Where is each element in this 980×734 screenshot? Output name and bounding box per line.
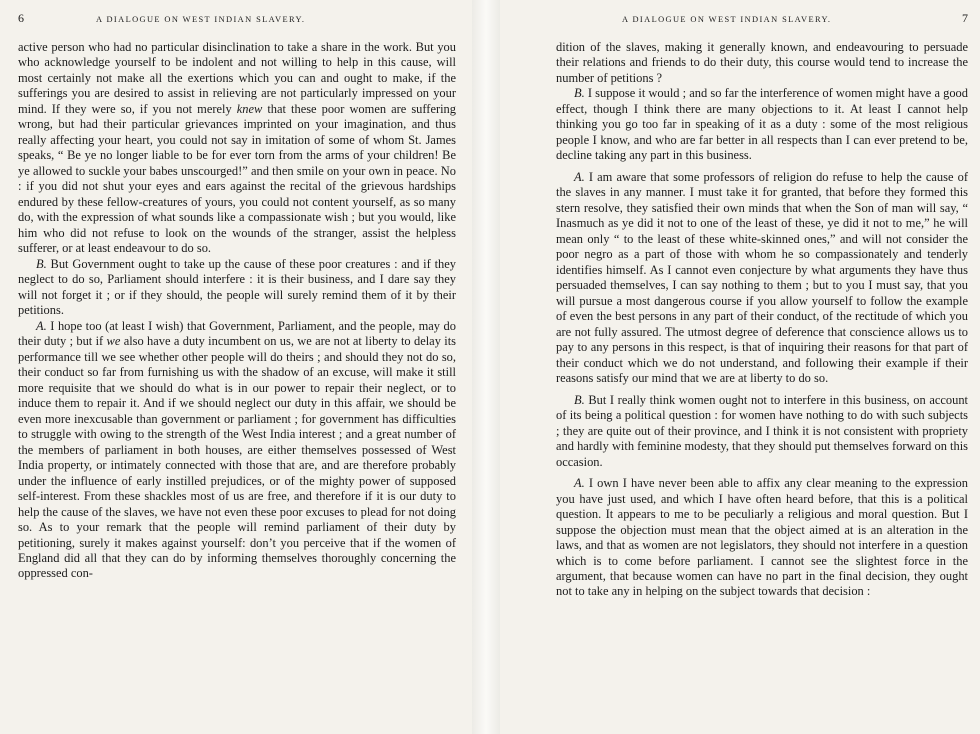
italic-text: B. — [574, 86, 585, 101]
right-text-column — [556, 40, 968, 600]
text-segment: active person who had no particular disinclination to take a share in the work. But you who acknowledge yourself to be indolent and not willing to help in this cause, will most certainly not make all the exertions which you can and ought to make, if the sufferings you are desired to assist in relieving are not particularly impressed on your mind. If they were so, if you not merely — [18, 40, 456, 116]
left-page — [0, 0, 472, 734]
italic-text: B. — [36, 256, 47, 271]
italic-text: A. — [36, 318, 47, 333]
text-segment: I own I have never been able to affix any clear meaning to the expression you have just used, and which I have often heard before, that this is a political question. It appears to me to be peculiarly a religious and moral question. But I suppose the objection must mean that the object aimed at is an alteration in the laws, and that as women are not legislators, they should not interfere in a question which is to come before parliament. I cannot see the slightest force in the argument, that because women can have no part in the final decision, they ought not to take any in helping on the subject towards that decision : — [556, 476, 968, 599]
right-page-number: 7 — [962, 11, 968, 25]
paragraph — [18, 257, 456, 319]
left-text-column — [18, 40, 456, 582]
paragraph — [556, 170, 968, 387]
italic-text: we — [106, 334, 121, 349]
paragraph — [556, 40, 968, 86]
book-gutter — [472, 0, 500, 734]
left-running-title: A DIALOGUE ON WEST INDIAN SLAVERY. — [96, 15, 306, 24]
left-running-head — [18, 11, 456, 26]
right-page — [500, 0, 980, 734]
text-segment: I hope too (at least I wish) that Government, Parliament, and the people, may do their duty ; but if — [18, 318, 456, 349]
text-segment: that these poor women are suffering wrong, but had their particular grievances imprinted on your imagination, and thus really affecting your heart, you could not say in imitation of some of whom St. James speaks, “ Be ye no longer liable to be for ever torn from the arms of your children! Be ye allowed to suckle your babes unscourged!” and then smile on your own in peace. No : if you did not shut your eyes and ears against the recital of the grievous hardships endured by these fellow-creatures of yours, you could not content yourself, as so many do, with the expression of what sounds like a compassionate wish ; but you would, like him who did not refuse to look on the wounds of the stranger, assist the helpless sufferer, or at least endeavour to do so. — [18, 101, 456, 256]
text-segment: I am aware that some professors of religion do refuse to help the cause of the slaves in any manner. I must take it for granted, that before they formed this stern resolve, they satisfied their own minds that when the Son of man will say, “ Inasmuch as ye did it not to one of the least of these, ye did it not to me,” he will mean only “ to the least of these white-skinned ones,” and will not consider the poor negro as a part of those with whom he so compassionately and tenderly identifies himself. As I cannot even conjecture by what arguments they have thus persuaded themselves, I can say nothing to them ; but to you I must say, that you will pursue a most dangerous course if you allow yourself to follow the example of even the best persons in any part of their conduct, of the rectitude of which you are not fully assured. The utmost degree of deference that conscience allows us to pay to any persons in this respect, is that of inquiring their reasons for that part of their conduct which we do not understand, and following their example if their reasons satisfy our mind that we are at liberty to do so. — [556, 169, 968, 386]
italic-text: A. — [574, 169, 585, 184]
paragraph — [556, 86, 968, 163]
paragraph — [18, 319, 456, 582]
paragraph — [556, 476, 968, 600]
right-running-title: A DIALOGUE ON WEST INDIAN SLAVERY. — [622, 15, 832, 24]
text-segment: also have a duty incumbent on us, we are not at liberty to delay its performance till we see whether other people will do theirs ; and should they not do so, their conduct so far from furnishing us with the shadow of an excuse, will make it still more requisite that we should do what is in our power to repair their neglect, or to induce them to repair it. And if we should neglect our duty in this affair, we should be even more inexcusable than government or parliament ; for government has difficulties to struggle with owing to the strength of the West India interest ; and a great number of the members of parliament in both houses, are either themselves possessed of West India property, or intimately connected with those that are, and are therefore probably under the influence of early instilled prejudices, or of the mighty power of supposed self-interest. From these shackles most of us are free, and therefore if it is our duty to help the cause of the slaves, we have not even these poor excuses to plead for not doing so. As to your remark that the people will remind parliament of their duty by petitioning, surely it makes against yourself: don’t you perceive that if the women of England did all that they can do by informing themselves thoroughly concerning the oppressed con- — [18, 334, 456, 581]
paragraph — [18, 40, 456, 257]
text-segment: But Government ought to take up the cause of these poor creatures : and if they neglect to do so, Parliament should interfere : it is their business, and I dare say they will not forget it ; or if they should, the people will surely remind them of it by their petitions. — [18, 256, 456, 318]
italic-text: A. — [574, 476, 585, 491]
paragraph — [556, 393, 968, 470]
italic-text: knew — [236, 101, 263, 116]
text-segment: I suppose it would ; and so far the interference of women might have a good effect, though I think there are many objections to it. At least I cannot help thinking you go too far in speaking of it as a duty : some of the most religious people I know, and who are far better in all respects than I can ever pretend to be, decline taking any part in this business. — [556, 86, 968, 163]
italic-text: B. — [574, 392, 585, 407]
text-segment: But I really think women ought not to interfere in this business, on account of its being a political question : for women have nothing to do with such subjects ; they are quite out of their province, and I think it is not consistent with propriety and hardly with feminine modesty, that they should put themselves forward on this occasion. — [556, 392, 968, 469]
text-segment: dition of the slaves, making it generally known, and endeavouring to persuade their relations and friends to do their duty, this course would tend to increase the number of petitions ? — [556, 40, 968, 85]
right-running-head — [556, 11, 968, 26]
left-page-number: 6 — [18, 11, 24, 25]
